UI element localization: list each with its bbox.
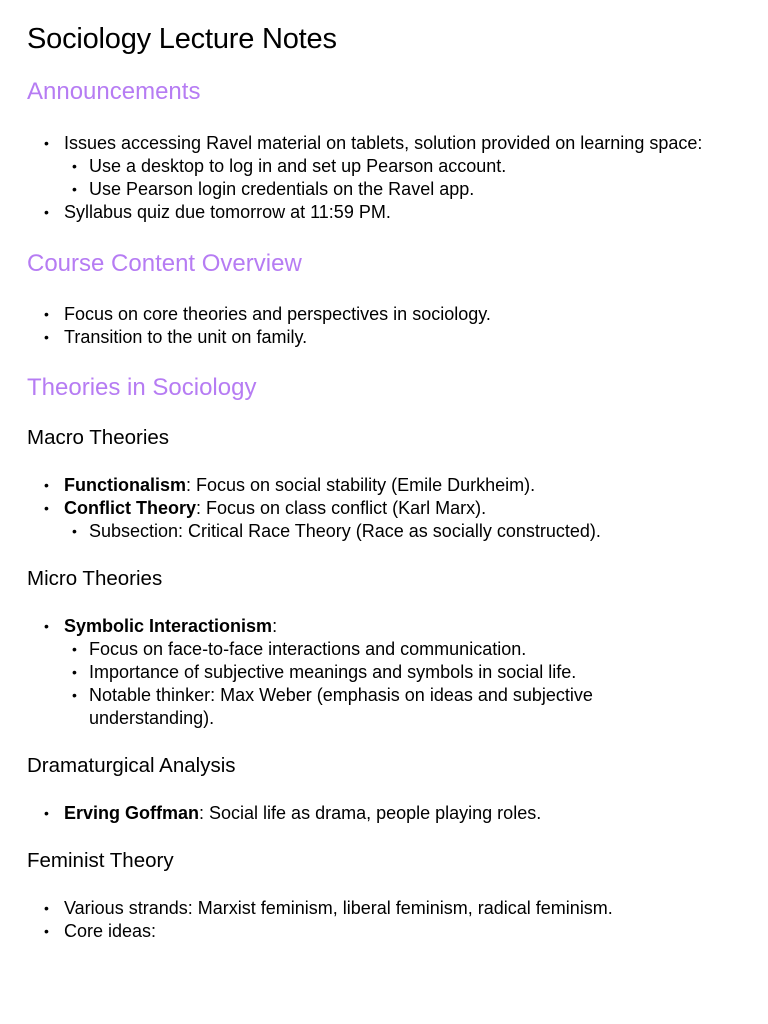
list-item: • Notable thinker: Max Weber (emphasis on ideas and subjective understanding). bbox=[64, 684, 739, 730]
notes-page bbox=[27, 20, 739, 943]
subheading-feminist-theory: Feminist Theory bbox=[27, 849, 174, 872]
list-item: • Focus on face-to-face interactions and communication. bbox=[64, 638, 739, 661]
section-heading-course-content: Course Content Overview bbox=[27, 250, 302, 277]
list-item: • Subsection: Critical Race Theory (Race as socially constructed). bbox=[64, 520, 739, 543]
list-item bbox=[27, 802, 739, 825]
micro-list bbox=[27, 615, 739, 730]
subheading-dramaturgical-analysis: Dramaturgical Analysis bbox=[27, 754, 236, 777]
list-item-text: : bbox=[272, 616, 278, 636]
list-item-text: : Focus on class conflict (Karl Marx). bbox=[196, 498, 487, 518]
list-item bbox=[27, 497, 739, 543]
sub-list bbox=[64, 155, 739, 201]
list-item-text: Issues accessing Ravel material on tablets, solution provided on learning space: bbox=[64, 133, 703, 153]
term-erving-goffman: Erving Goffman bbox=[64, 803, 200, 823]
feminist-list bbox=[27, 897, 739, 943]
sub-list bbox=[64, 520, 739, 543]
list-item bbox=[27, 615, 739, 730]
overview-list bbox=[27, 303, 739, 349]
list-item-text: : Focus on social stability (Emile Durkheim). bbox=[186, 475, 536, 495]
term-conflict-theory: Conflict Theory bbox=[64, 498, 197, 518]
subheading-macro-theories: Macro Theories bbox=[27, 426, 170, 449]
list-item: • Various strands: Marxist feminism, liberal feminism, radical feminism. bbox=[27, 897, 739, 920]
announcements-list bbox=[27, 132, 739, 224]
list-item: • Use a desktop to log in and set up Pearson account. bbox=[64, 155, 739, 178]
list-item bbox=[27, 132, 739, 201]
list-item-text: : Social life as drama, people playing roles. bbox=[199, 803, 542, 823]
list-item: • Transition to the unit on family. bbox=[27, 326, 739, 349]
dramaturgical-list bbox=[27, 802, 739, 825]
list-item: • Use Pearson login credentials on the Ravel app. bbox=[64, 178, 739, 201]
sub-list bbox=[64, 638, 739, 730]
term-symbolic-interactionism: Symbolic Interactionism bbox=[64, 616, 273, 636]
list-item: • Focus on core theories and perspectives in sociology. bbox=[27, 303, 739, 326]
list-item bbox=[27, 474, 739, 497]
subheading-micro-theories: Micro Theories bbox=[27, 567, 163, 590]
list-item: • Syllabus quiz due tomorrow at 11:59 PM. bbox=[27, 201, 739, 224]
term-functionalism: Functionalism bbox=[64, 475, 187, 495]
section-heading-theories: Theories in Sociology bbox=[27, 374, 257, 401]
list-item: • Importance of subjective meanings and symbols in social life. bbox=[64, 661, 739, 684]
list-item: • Core ideas: bbox=[27, 920, 739, 943]
section-heading-announcements: Announcements bbox=[27, 78, 201, 105]
page-title: Sociology Lecture Notes bbox=[27, 23, 337, 55]
macro-list bbox=[27, 474, 739, 543]
